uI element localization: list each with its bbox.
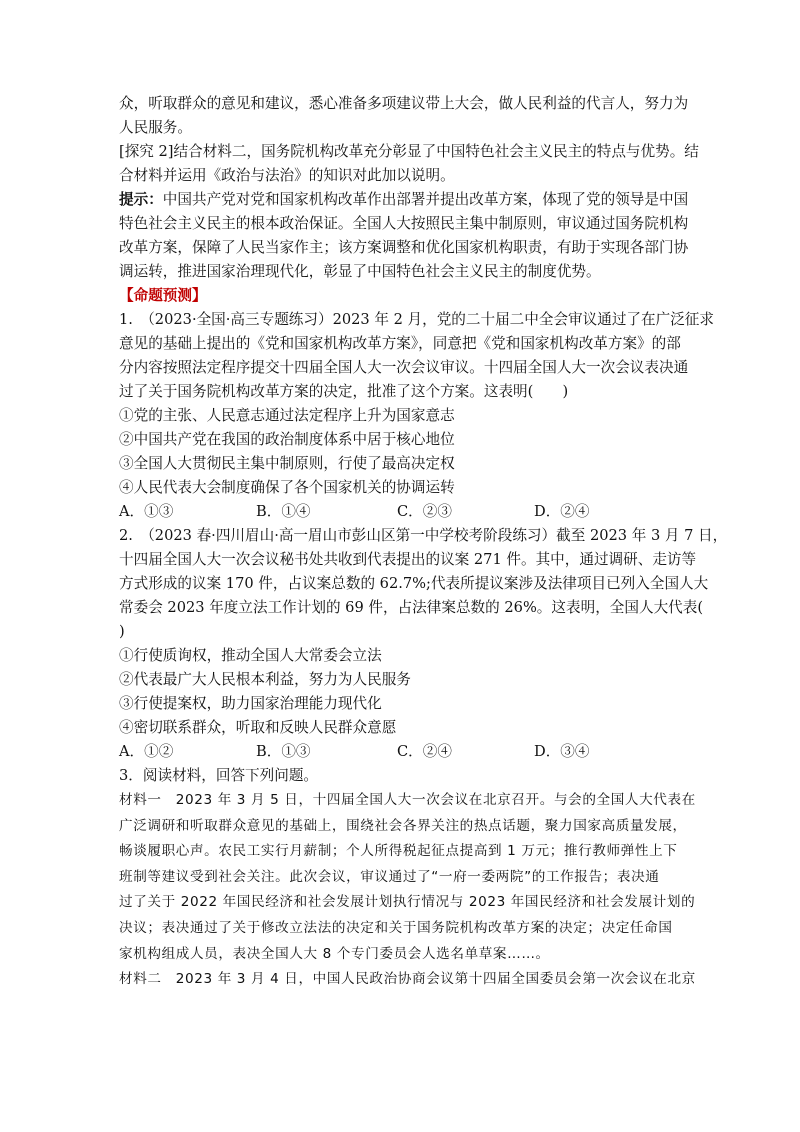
question-2-line: ) (119, 623, 125, 640)
question-1-line: 1. （2023·全国·高三专题练习）2023 年 2 月，党的二十届二中全会审议通过了在广泛征求 (119, 311, 714, 328)
section-title: 【命题预测】 (119, 287, 207, 304)
hint-text: 中国共产党对党和国家机构改革作出部署并提出改革方案，体现了党的领导是中国 (162, 191, 689, 208)
question-1-item: ③全国人大贯彻民主集中制原则，行使了最高决定权 (119, 455, 455, 472)
question-2-line: 2. （2023 春·四川眉山·高一眉山市彭山区第一中学校考阶段练习）截至 2023 年 3 月 7 日， (119, 527, 728, 544)
option-a[interactable]: A．①③ (119, 503, 174, 520)
material-1-line: 班制等建议受到社会关注。此次会议，审议通过了“一府一委两院”的工作报告；表决通 (119, 868, 660, 885)
text-line: 调运转，推进国家治理现代化，彰显了中国特色社会主义民主的制度优势。 (119, 263, 601, 280)
text-line: 合材料并运用《政治与法治》的知识对此加以说明。 (119, 167, 455, 184)
text-line: 人民服务。 (119, 119, 192, 136)
question-2-options (119, 740, 684, 764)
question-2-item: ④密切联系群众，听取和反映人民群众意愿 (119, 719, 397, 736)
option-a[interactable]: A．①② (119, 743, 174, 760)
question-1-options (119, 500, 684, 524)
question-2-item: ③行使提案权，助力国家治理能力现代化 (119, 695, 382, 712)
text-line: 特色社会主义民主的根本政治保证。全国人大按照民主集中制原则，审议通过国务院机构 (119, 215, 689, 232)
option-d[interactable]: D．③④ (534, 743, 590, 760)
option-c[interactable]: C．②④ (397, 743, 452, 760)
material-1-line: 畅谈履职心声。农民工实行月薪制；个人所得税起征点提高到 1 万元；推行教师弹性上下 (119, 843, 678, 860)
document-content (119, 92, 728, 993)
question-2-line: 方式形成的议案 170 件，占议案总数的 62.7%;代表所提议案涉及法律项目已列入全国人大 (119, 575, 709, 592)
question-1-line: 过了关于国务院机构改革方案的决定，批准了这个方案。这表明( ) (119, 383, 569, 400)
question-1-item: ④人民代表大会制度确保了各个国家机关的协调运转 (119, 479, 455, 496)
material-2-line: 材料二 2023 年 3 月 4 日，中国人民政治协商会议第十四届全国委员会第一次会议在北京 (119, 971, 696, 988)
option-c[interactable]: C．②③ (397, 503, 452, 520)
material-1-line: 家机构组成人员，表决全国人大 8 个专门委员会人选名单草案……。 (119, 945, 550, 962)
question-2-line: 十四届全国人大一次会议秘书处共收到代表提出的议案 271 件。其中，通过调研、走访等 (119, 551, 697, 568)
material-1-line: 广泛调研和听取群众意见的基础上，围绕社会各界关注的热点话题，聚力国家高质量发展， (119, 817, 687, 834)
text-line: 众，听取群众的意见和建议，悉心准备多项建议带上大会，做人民利益的代言人，努力为 (119, 95, 689, 112)
question-1-line: 意见的基础上提出的《党和国家机构改革方案》，同意把《党和国家机构改革方案》的部 (119, 335, 681, 352)
option-d[interactable]: D．②④ (534, 503, 590, 520)
explore-2-label: [探究 2] (119, 143, 174, 160)
option-b[interactable]: B．①④ (256, 503, 311, 520)
hint-label: 提示： (119, 191, 163, 208)
question-1-item: ②中国共产党在我国的政治制度体系中居于核心地位 (119, 431, 455, 448)
hint-line (119, 188, 689, 212)
question-1-line: 分内容按照法定程序提交十四届全国人大一次会议审议。十四届全国人大一次会议表决通 (119, 359, 689, 376)
option-b[interactable]: B．①③ (256, 743, 311, 760)
question-2-item: ①行使质询权，推动全国人大常委会立法 (119, 647, 382, 664)
material-1-line: 决议；表决通过了关于修改立法法的决定和关于国务院机构改革方案的决定；决定任命国 (119, 919, 673, 936)
material-1-line: 过了关于 2022 年国民经济和社会发展计划执行情况与 2023 年国民经济和社会发展计划的 (119, 894, 696, 911)
question-2-line: 常委会 2023 年度立法工作计划的 69 件，占法律案总数的 26%。这表明，全国人大代表( (119, 599, 704, 616)
text-line: 改革方案，保障了人民当家作主；该方案调整和优化国家机构职责，有助于实现各部门协 (119, 239, 689, 256)
explore-2-text: 结合材料二，国务院机构改革充分彰显了中国特色社会主义民主的特点与优势。结 (173, 143, 699, 160)
material-1-line: 材料一 2023 年 3 月 5 日，十四届全国人大一次会议在北京召开。与会的全国人大代表在 (119, 792, 696, 808)
explore-2-line (119, 140, 699, 164)
question-2-item: ②代表最广大人民根本利益，努力为人民服务 (119, 671, 411, 688)
question-3-title: 3．阅读材料，回答下列问题。 (119, 767, 319, 784)
question-1-item: ①党的主张、人民意志通过法定程序上升为国家意志 (119, 407, 455, 424)
